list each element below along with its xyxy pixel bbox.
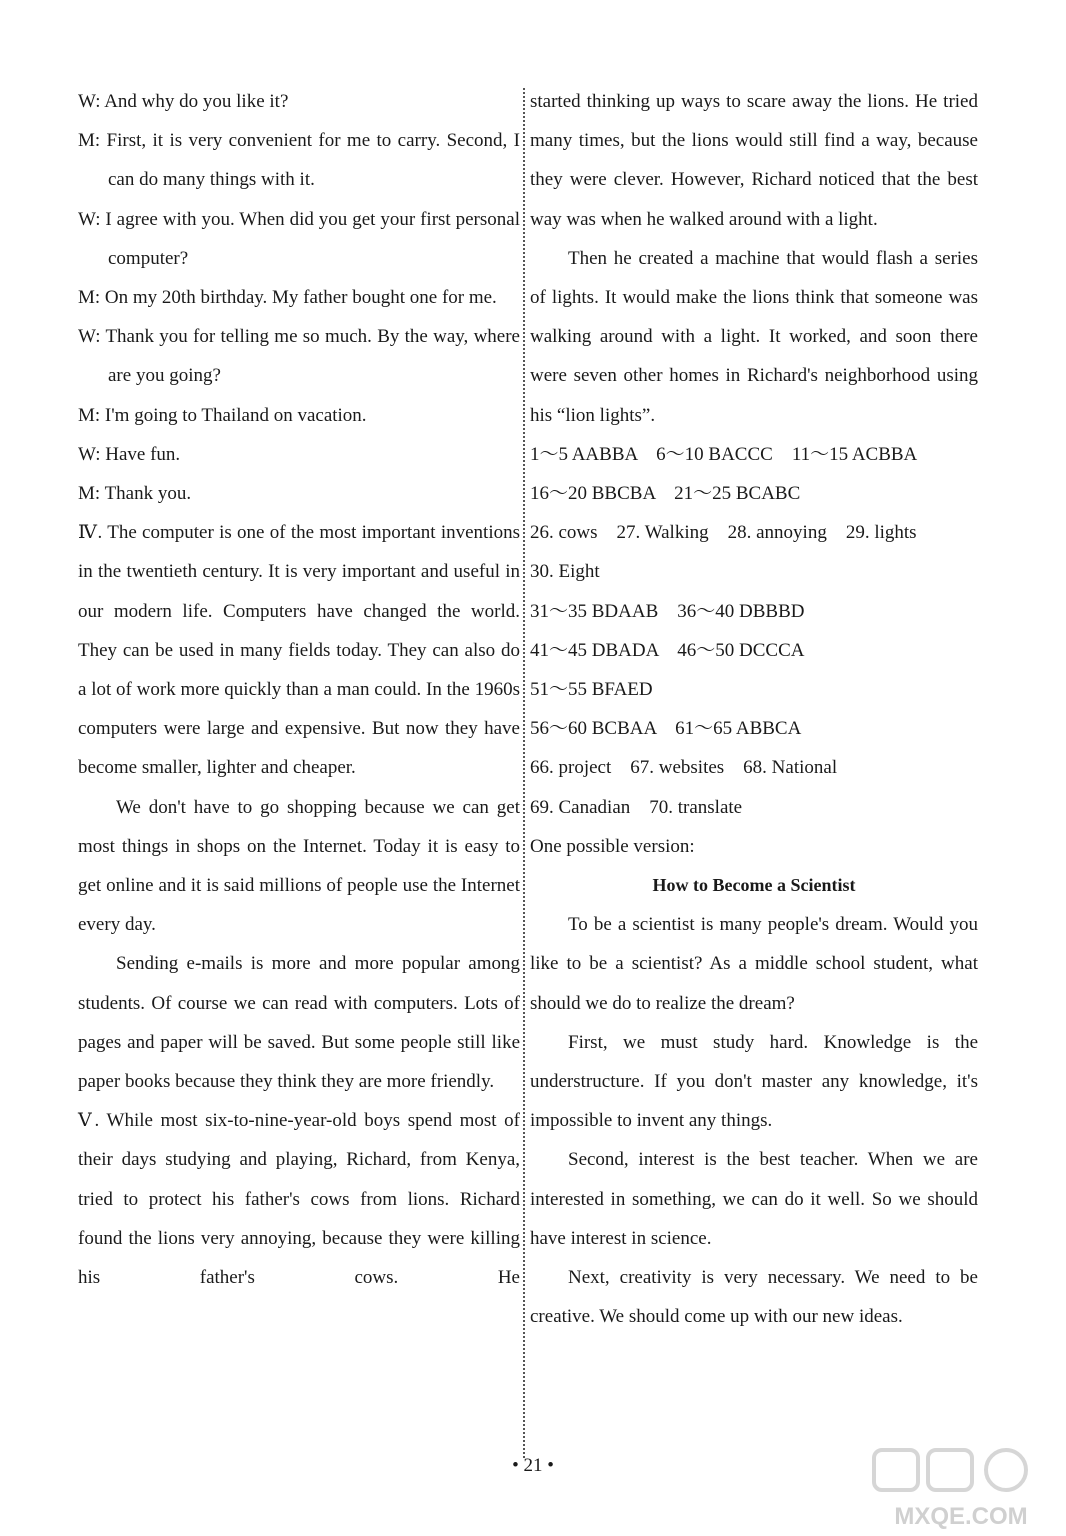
dialogue-line: W: And why do you like it? [78, 91, 289, 112]
watermark-glyph-3 [986, 1450, 1026, 1490]
section-v-paragraph: Ⅴ. While most six-to-nine-year-old boys spend most of their days studying and playing, Richard, from Kenya, tried to protect his father's cows from lions. Richard found the lions very annoying, because they were killing his father's cows. He [78, 1110, 520, 1289]
dialogue-line: W: Thank you for telling me so much. By the way, where are you going? [78, 326, 520, 387]
section-iv-paragraph: Sending e-mails is more and more popular among students. Of course we can read with computers. Lots of pages and paper will be saved. But some people still like paper books because they think they are more friendly. [78, 953, 520, 1093]
page-number: • 21 • [512, 1455, 554, 1476]
dialogue-line: M: Thank you. [78, 483, 192, 505]
answer-line: 41～45 DBADA 46～50 DCCCA [530, 639, 805, 661]
answer-line: 16～20 BBCBA 21～25 BCABC [530, 483, 801, 505]
essay-title: How to Become a Scientist [652, 875, 856, 896]
essay-paragraph: Second, interest is the best teacher. When we are interested in something, we can do it well. So we should have interest in science. [530, 1149, 978, 1249]
answer-line: 56～60 BCBAA 61～65 ABBCA [530, 718, 802, 740]
section-v-paragraph: started thinking up ways to scare away the lions. He tried many times, but the lions would still find a way, because they were clever. However, Richard noticed that the best way was when he walked around with a light. [530, 91, 978, 230]
answer-line: 69. Canadian 70. translate [530, 796, 743, 818]
watermark-glyph-1 [874, 1450, 918, 1490]
section-iv-paragraph: Ⅳ. The computer is one of the most important inventions in the twentieth century. It is very important and useful in our modern life. Computers have changed the world. They can be used in many fields today. They can also do a lot of work more quickly than a man could. In the 1960s computers were large and expensive. But now they have become smaller, lighter and cheaper. [78, 522, 520, 779]
watermark-logo [866, 1446, 1056, 1530]
answer-line: 31～35 BDAAB 36～40 DBBBD [530, 600, 805, 622]
essay-paragraph: To be a scientist is many people's dream. Would you like to be a scientist? As a middle school student, what should we do to realize the dream? [530, 914, 978, 1014]
answer-line: 26. cows 27. Walking 28. annoying 29. lights [530, 522, 917, 544]
section-v-paragraph: Then he created a machine that would flash a series of lights. It would make the lions think that someone was walking around with a light. It worked, and soon there were seven other homes in Richard's neighborhood using his “lion lights”. [530, 247, 978, 426]
dialogue-line: W: I agree with you. When did you get your first personal computer? [78, 208, 520, 269]
answer-line: 1～5 AABBA 6～10 BACCC 11～15 ACBBA [530, 443, 918, 465]
left-column [78, 82, 520, 1297]
right-column [530, 82, 978, 1337]
essay-paragraph: Next, creativity is very necessary. We need to be creative. We should come up with our new ideas. [530, 1267, 978, 1328]
dialogue-line: M: On my 20th birthday. My father bought one for me. [78, 287, 497, 309]
watermark-glyph-2 [928, 1450, 972, 1490]
answer-line: 30. Eight [530, 561, 600, 583]
section-iv-paragraph: We don't have to go shopping because we can get most things in shops on the Internet. Today it is easy to get online and it is said millions of people use the Internet every day. [78, 796, 520, 936]
answer-line: 66. project 67. websites 68. National [530, 757, 838, 779]
watermark-text: MXQE.COM [894, 1503, 1028, 1530]
essay-paragraph: First, we must study hard. Knowledge is the understructure. If you don't master any knowledge, it's impossible to invent any things. [530, 1031, 978, 1132]
dialogue-line: W: Have fun. [78, 443, 181, 465]
answer-line: 51～55 BFAED [530, 679, 653, 701]
column-divider [523, 88, 525, 1458]
version-label: One possible version: [530, 835, 695, 857]
dialogue-line: M: First, it is very convenient for me to carry. Second, I can do many things with it. [78, 130, 520, 191]
dialogue-line: M: I'm going to Thailand on vacation. [78, 404, 367, 426]
